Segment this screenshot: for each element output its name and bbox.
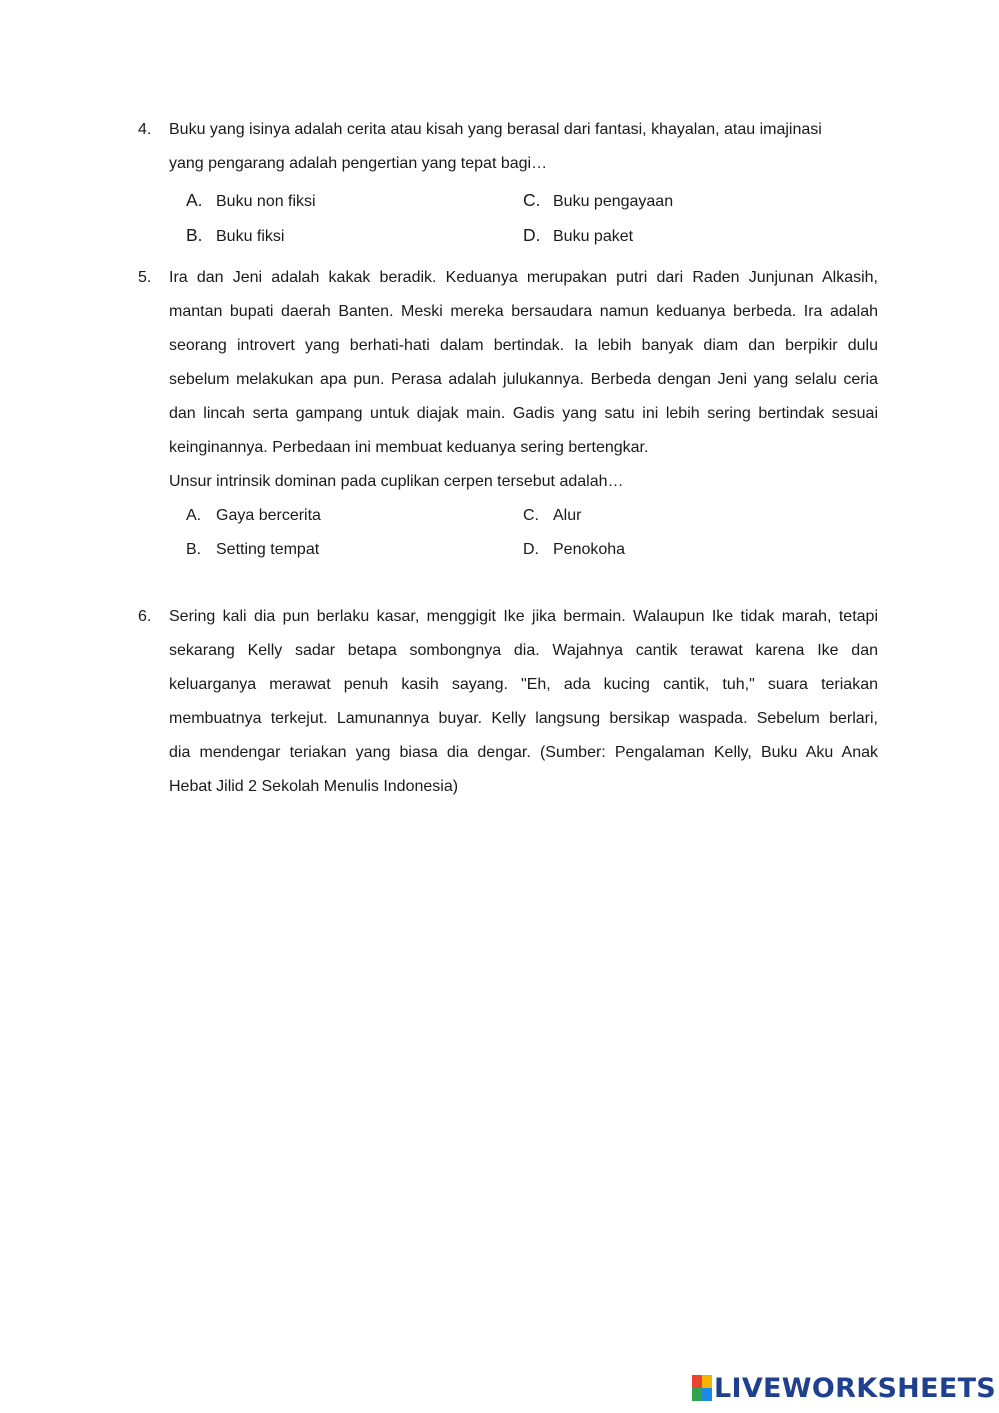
option-letter: A. [186,190,203,210]
option-text: Buku pengayaan [553,193,674,210]
logo-text: LIVEWORKSHEETS [714,1372,997,1404]
option-d[interactable] [523,225,633,246]
option-text: Buku paket [553,228,634,245]
question-text-line: Ira dan Jeni adalah kakak beradik. Keduanya merupakan putri dari Raden Junjunan Alkasih, [169,269,878,286]
option-a[interactable] [186,190,316,211]
option-text: Buku fiksi [216,228,285,245]
option-b[interactable] [186,225,284,246]
question-number: 6. [138,608,152,625]
logo-mark-icon [692,1375,712,1401]
question-text-line: seorang introvert yang berhati-hati dalam bertindak. Ia lebih banyak diam dan berpikir dulu [169,337,878,354]
option-c[interactable] [523,190,673,211]
option-text: Setting tempat [216,541,320,558]
question-text-line: dan lincah serta gampang untuk diajak main. Gadis yang satu ini lebih sering bertindak sesuai [169,405,878,422]
option-text: Gaya bercerita [216,507,321,524]
option-letter: D. [523,541,539,558]
option-text: Alur [553,507,582,524]
option-letter: D. [523,225,541,245]
option-letter: C. [523,507,539,524]
question-text-line: yang pengarang adalah pengertian yang tepat bagi… [169,155,548,172]
option-text: Penokoha [553,541,626,558]
question-text-line: mantan bupati daerah Banten. Meski mereka bersaudara namun keduanya berbeda. Ira adalah [169,303,878,320]
option-letter: C. [523,190,541,210]
option-text: Buku non fiksi [216,193,316,210]
question-text-line: Sering kali dia pun berlaku kasar, menggigit Ike jika bermain. Walaupun Ike tidak marah, tetapi [169,608,878,625]
question-number: 4. [138,121,152,138]
question-text-line: Hebat Jilid 2 Sekolah Menulis Indonesia) [169,778,459,795]
question-text-line: dia mendengar teriakan yang biasa dia dengar. (Sumber: Pengalaman Kelly, Buku Aku Anak [169,744,878,761]
question-text-line: sekarang Kelly sadar betapa sombongnya dia. Wajahnya cantik terawat karena Ike dan [169,642,878,659]
question-text-line: keinginannya. Perbedaan ini membuat keduanya sering bertengkar. [169,439,649,456]
option-b[interactable] [186,541,319,559]
liveworksheets-logo [692,1372,996,1404]
question-text-line: Buku yang isinya adalah cerita atau kisah yang berasal dari fantasi, khayalan, atau imajinasi [169,121,822,138]
question-number: 5. [138,269,152,286]
question-prompt: Unsur intrinsik dominan pada cuplikan cerpen tersebut adalah… [169,473,624,490]
option-a[interactable] [186,507,321,525]
question-text-line: membuatnya terkejut. Lamunannya buyar. Kelly langsung bersikap waspada. Sebelum berlari, [169,710,878,727]
option-letter: B. [186,541,202,558]
option-letter: A. [186,507,202,524]
question-text-line: sebelum melakukan apa pun. Perasa adalah julukannya. Berbeda dengan Jeni yang selalu ceria [169,371,878,388]
question-text-line: keluarganya merawat penuh kasih sayang. "Eh, ada kucing cantik, tuh," suara teriakan [169,676,878,693]
option-letter: B. [186,225,203,245]
option-c[interactable] [523,507,581,525]
option-d[interactable] [523,541,625,559]
